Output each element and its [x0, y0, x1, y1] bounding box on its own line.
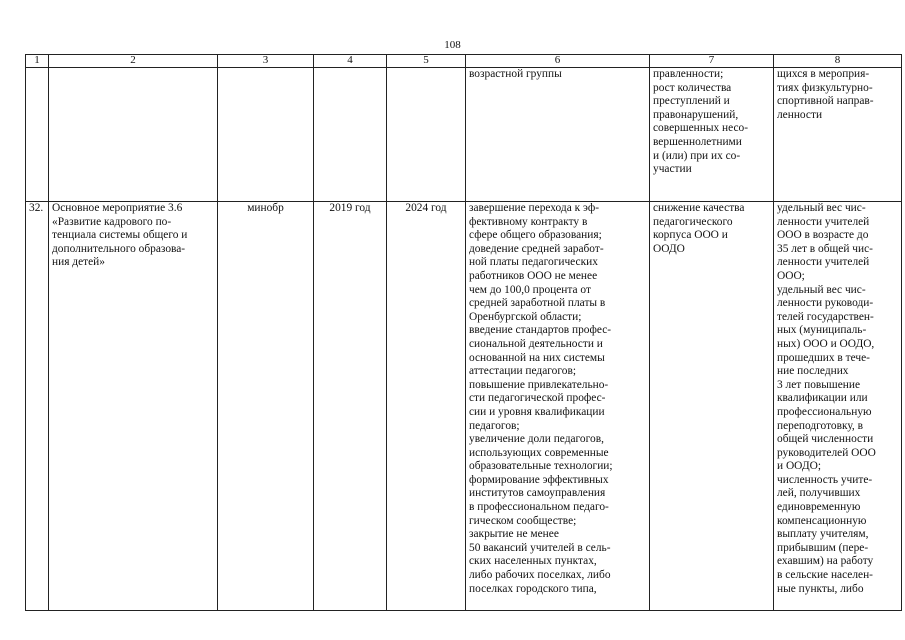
cell-executor: минобр — [218, 202, 314, 611]
table-row-continued — [26, 68, 902, 202]
cell-expected-result: завершение перехода к эф- фективному контракту в сфере общего образования; доведение средней заработ- ной платы педагогических работников ООО не менее чем до 100,0 процента от средней заработной платы в Оренбургской области; введение стандартов профес- сиональной деятельности и основанной на них системы аттестации педагогов; повышение привлекательно- сти педагогической профес- сии и уровня квалификации педагогов; увеличение доли педагогов, использующих современные образовательные технологии; формирование эффективных институтов самоуправления в профессиональном педаго- гическом сообществе; закрытие не менее 50 вакансий учителей в сель- ских населенных пунктах, либо рабочих поселках, либо поселках городского типа, — [466, 202, 650, 611]
cell-number: 32. — [26, 202, 49, 611]
column-header-1: 1 — [26, 55, 49, 68]
column-header-6: 6 — [466, 55, 650, 68]
cell-indicators: удельный вес чис- ленности учителей ООО в возрасте до 35 лет в общей чис- ленности учителей ООО; удельный вес чис- ленности руководи- телей государствен- ных (муниципаль- ных) ООО и ООДО, прошедших в тече- ние последних 3 лет повышение квалификации или профессиональную переподготовку, в общей численности руководителей ООО и ООДО; численность учите- лей, получивших единовременную компенсационную выплату учителям, прибывшим (пере- ехавшим) на работу в сельские населен- ные пункты, либо — [774, 202, 902, 611]
column-header-8: 8 — [774, 55, 902, 68]
cell-end-year: 2024 год — [387, 202, 466, 611]
cell-number — [26, 68, 49, 202]
cell-measure-name — [49, 68, 218, 202]
cell-end-year — [387, 68, 466, 202]
column-header-3: 3 — [218, 55, 314, 68]
cell-consequences: снижение качества педагогического корпуса ООО и ООДО — [650, 202, 774, 611]
cell-executor — [218, 68, 314, 202]
cell-expected-result: возрастной группы — [466, 68, 650, 202]
column-header-5: 5 — [387, 55, 466, 68]
column-header-7: 7 — [650, 55, 774, 68]
cell-consequences: правленности; рост количества преступлений и правонарушений, совершенных несо- вершеннолетними и (или) при их со- участии — [650, 68, 774, 202]
cell-start-year — [314, 68, 387, 202]
program-measures-table — [25, 54, 902, 611]
column-header-2: 2 — [49, 55, 218, 68]
cell-measure-name: Основное мероприятие 3.6 «Развитие кадрового по- тенциала системы общего и дополнительного образова- ния детей» — [49, 202, 218, 611]
column-header-4: 4 — [314, 55, 387, 68]
cell-start-year: 2019 год — [314, 202, 387, 611]
cell-indicators: щихся в мероприя- тиях физкультурно- спортивной направ- ленности — [774, 68, 902, 202]
table-row-32 — [26, 202, 902, 611]
column-number-row — [26, 55, 902, 68]
page-number: 108 — [444, 39, 461, 51]
